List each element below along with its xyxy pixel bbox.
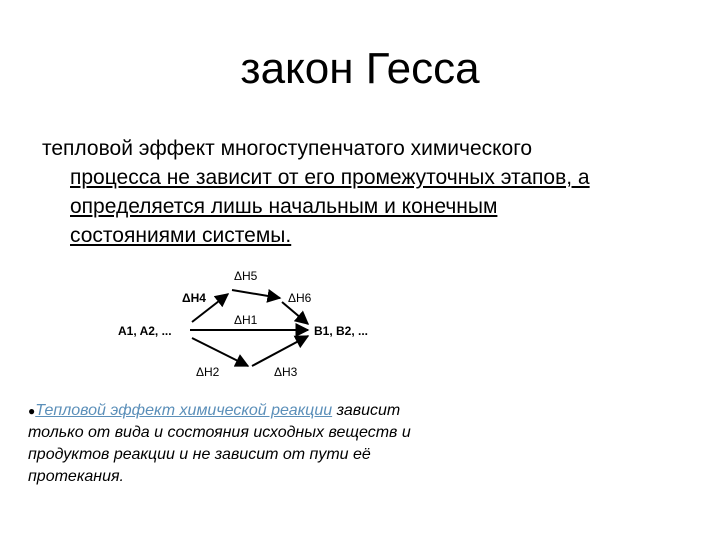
dh3-label: ΔH3 [274,365,298,379]
definition-line-1: тепловой эффект многоступенчатого химического [42,137,533,160]
note-line-1-rest: зависит [332,402,401,419]
note-line-1 [28,400,488,422]
definition-text [42,134,682,250]
end-state-label: B1, B2, ... [314,324,369,338]
note-text [28,400,488,488]
dh5-label: ΔH5 [234,269,258,283]
arrow-dh2 [192,338,248,366]
definition-line-2: процесса не зависит от его промежуточных этапов, а [70,166,590,189]
arrow-dh3 [252,336,308,366]
hess-cycle-diagram [110,262,420,387]
arrow-dh5 [232,290,280,298]
definition-line-4: состояниями системы. [70,224,292,247]
bullet-icon: ● [28,404,36,418]
dh1-label: ΔH1 [234,313,258,327]
heat-effect-link[interactable]: Тепловой эффект химической реакции [35,402,333,419]
note-line-3: продуктов реакции и не зависит от пути её [28,446,371,463]
note-line-2: только от вида и состояния исходных веществ и [28,424,411,441]
arrow-dh6 [282,302,308,324]
definition-line-3: определяется лишь начальным и конечным [70,195,498,218]
dh4-label: ΔH4 [182,291,206,305]
dh2-label: ΔH2 [196,365,220,379]
note-line-4: протекания. [28,468,124,485]
dh6-label: ΔH6 [288,291,312,305]
slide-title: закон Гесса [240,44,480,93]
start-state-label: A1, A2, ... [118,324,172,338]
